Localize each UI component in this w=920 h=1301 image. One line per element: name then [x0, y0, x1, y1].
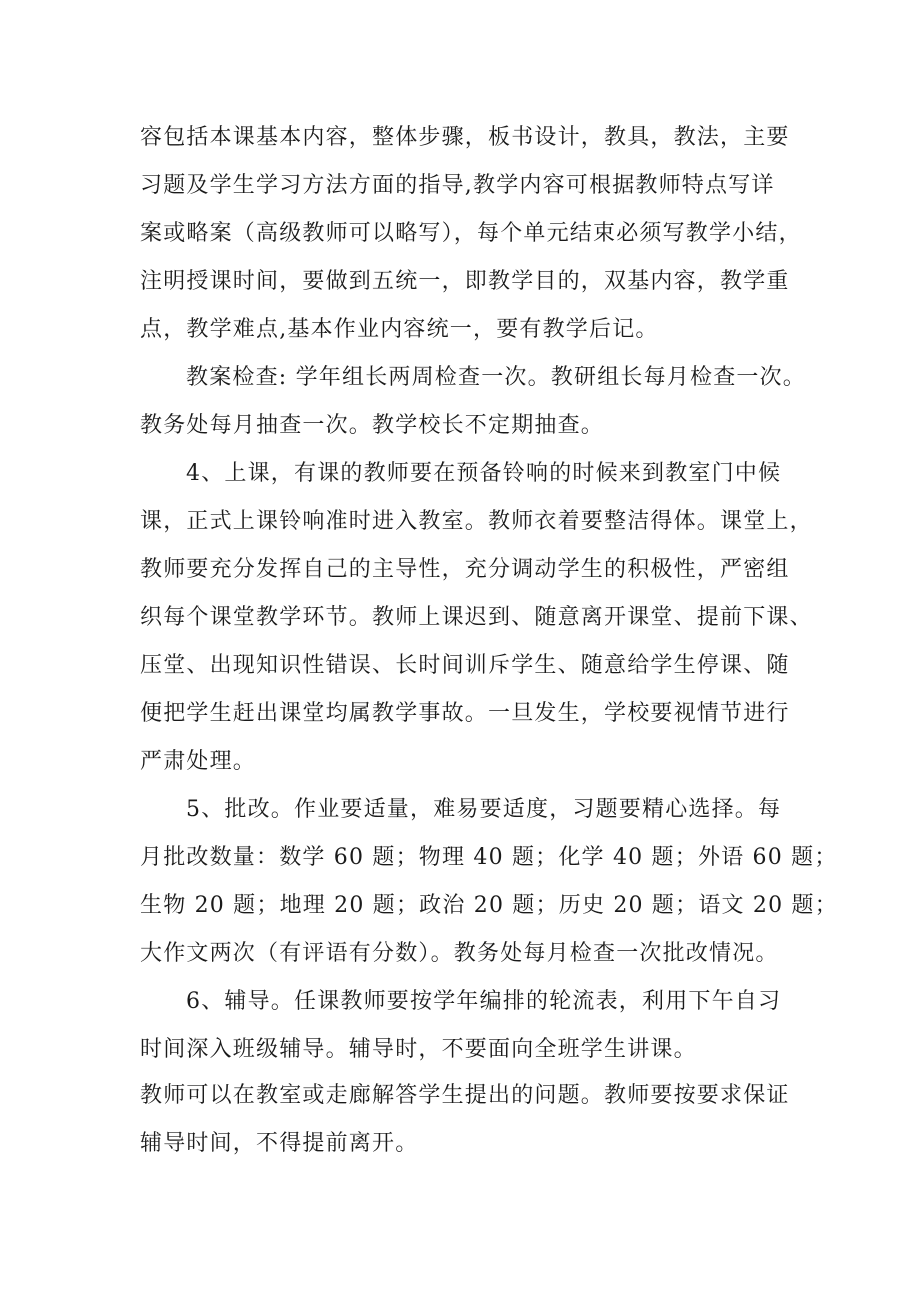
paragraph-line: 习题及学生学习方法方面的指导,教学内容可根据教师特点写详 — [140, 173, 775, 198]
paragraph-line: 课，正式上课铃响准时进入教室。教师衣着要整洁得体。课堂上， — [140, 509, 813, 534]
paragraph-line: 容包括本课基本内容，整体步骤，板书设计，教具，教法，主要 — [140, 125, 790, 150]
paragraph-line: 大作文两次（有评语有分数）。教务处每月检查一次批改情况。 — [140, 941, 779, 966]
paragraph-line: 教务处每月抽查一次。教学校长不定期抽查。 — [140, 413, 605, 438]
paragraph-line: 5、批改。作业要适量，难易要适度，习题要精心选择。每 — [186, 797, 782, 822]
paragraph-line: 月批改数量：数学 60 题；物理 40 题；化学 40 题；外语 60 题； — [140, 845, 838, 870]
paragraph-line: 辅导时间，不得提前离开。 — [140, 1131, 419, 1156]
paragraph-line: 便把学生赶出课堂均属教学事故。一旦发生，学校要视情节进行 — [140, 701, 790, 726]
paragraph-line: 教师可以在教室或走廊解答学生提出的问题。教师要按要求保证 — [140, 1083, 790, 1108]
paragraph-line: 注明授课时间，要做到五统一，即教学目的，双基内容，教学重 — [140, 269, 790, 294]
paragraph-line: 教案检查: 学年组长两周检查一次。教研组长每月检查一次。 — [186, 365, 807, 390]
paragraph-line: 时间深入班级辅导。辅导时，不要面向全班学生讲课。 — [140, 1037, 697, 1062]
paragraph-line: 生物 20 题；地理 20 题；政治 20 题；历史 20 题；语文 20 题； — [140, 893, 838, 918]
paragraph-line: 点，教学难点,基本作业内容统一，要有教学后记。 — [140, 317, 659, 342]
paragraph-line: 教师要充分发挥自己的主导性，充分调动学生的积极性，严密组 — [140, 557, 790, 582]
paragraph-line: 6、辅导。任课教师要按学年编排的轮流表，利用下午自习 — [186, 989, 782, 1014]
paragraph-line: 严肃处理。 — [140, 749, 257, 774]
paragraph-line: 压堂、出现知识性错误、长时间训斥学生、随意给学生停课、随 — [140, 653, 790, 678]
paragraph-line: 案或略案（高级教师可以略写），每个单元结束必须写教学小结， — [140, 221, 802, 246]
paragraph-line: 织每个课堂教学环节。教师上课迟到、随意离开课堂、提前下课、 — [140, 605, 813, 630]
paragraph-line: 4、上课，有课的教师要在预备铃响的时候来到教室门中候 — [186, 461, 782, 486]
